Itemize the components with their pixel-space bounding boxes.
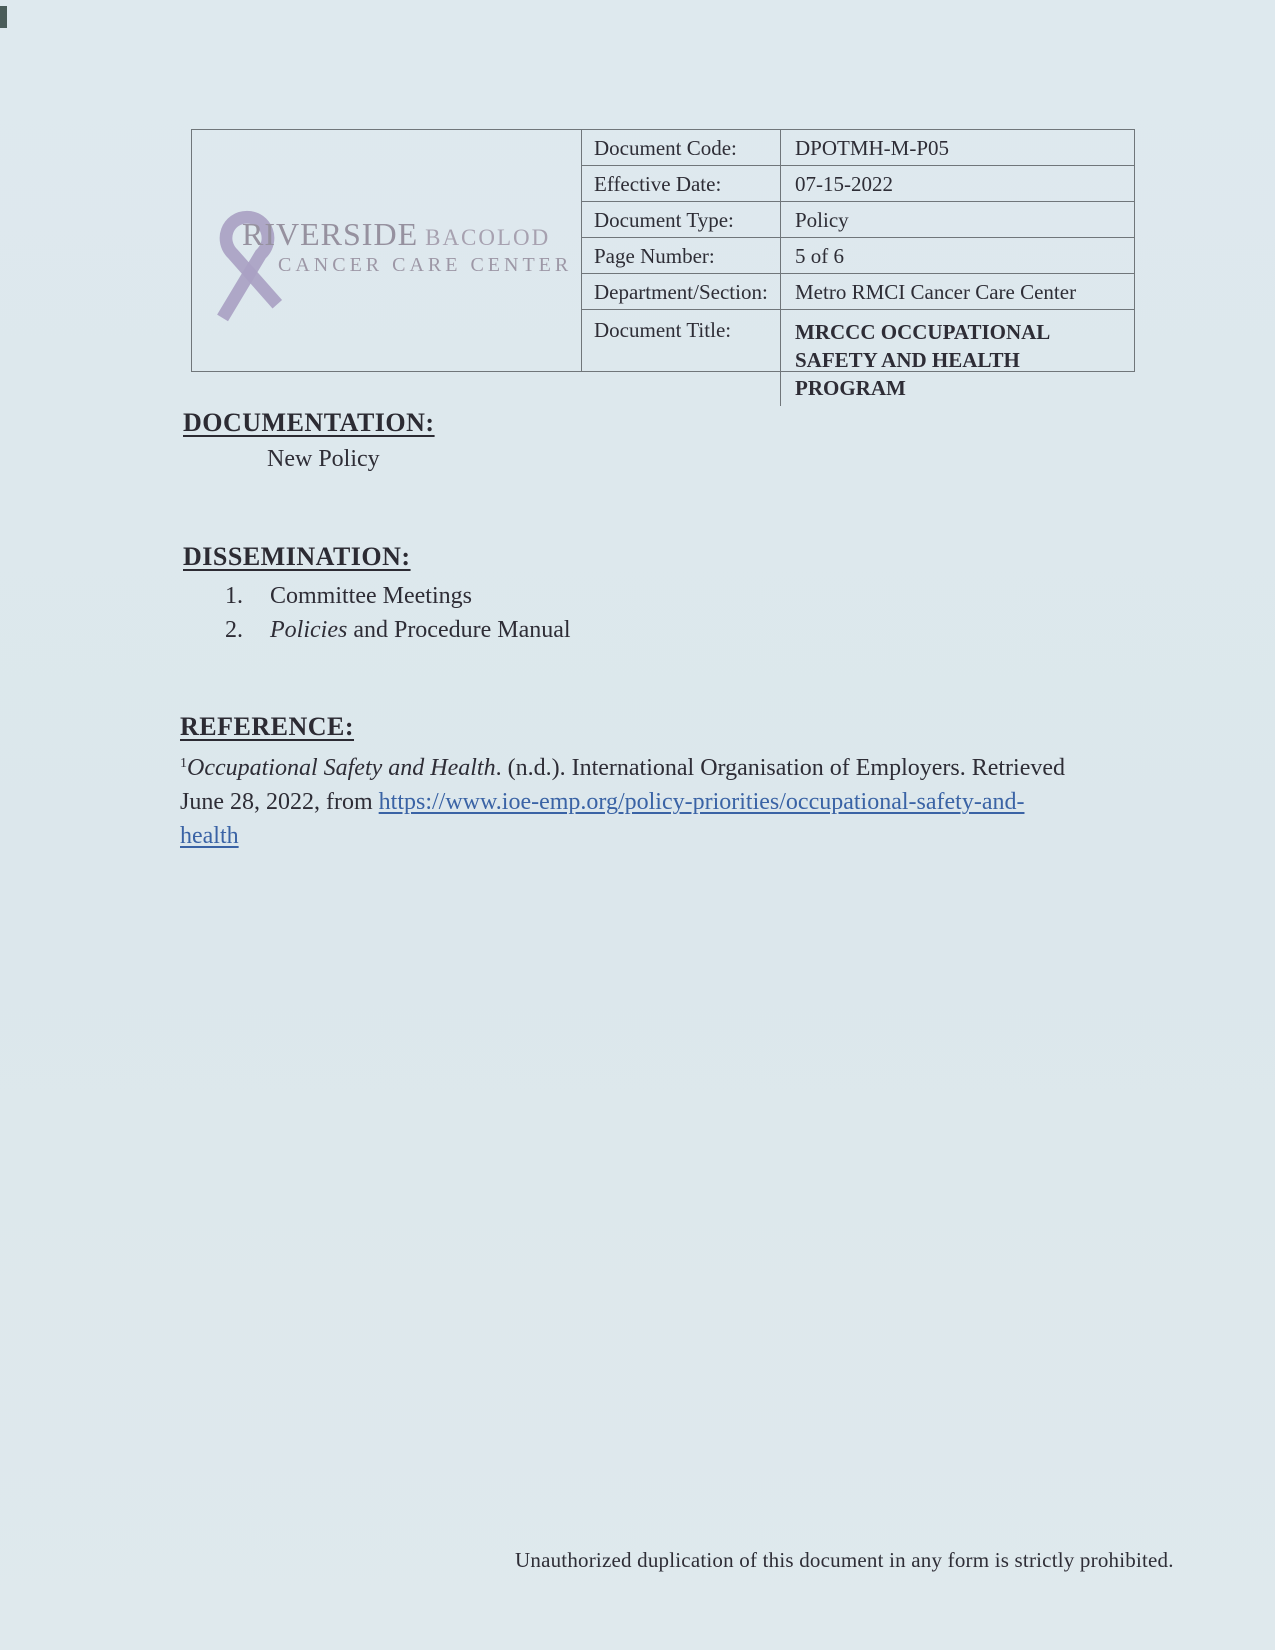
list-item-number: 1. <box>225 583 243 609</box>
list-item-text-italic: Policies <box>270 617 348 643</box>
list-item-text: Committee Meetings <box>270 583 472 609</box>
documentation-heading: DOCUMENTATION: <box>183 408 435 437</box>
table-row <box>582 166 1134 202</box>
section-documentation <box>183 408 435 473</box>
table-row <box>582 274 1134 310</box>
footnote-marker: 1 <box>180 756 187 771</box>
table-row <box>582 202 1134 238</box>
header-row-value: 5 of 6 <box>795 244 844 268</box>
logo-text <box>242 216 572 277</box>
reference-paragraph <box>180 751 1140 853</box>
table-row <box>582 238 1134 274</box>
documentation-body: New Policy <box>267 446 380 472</box>
reference-source-title: Occupational Safety and Health <box>187 755 496 781</box>
list-item-number: 2. <box>225 617 243 643</box>
dissemination-list <box>183 579 571 647</box>
reference-line2-prefix: June 28, 2022, from <box>180 789 379 815</box>
logo-cell <box>192 130 582 371</box>
list-item <box>183 613 571 647</box>
header-row-label: Page Number: <box>582 238 781 273</box>
reference-link-line3: health <box>180 823 239 849</box>
header-row-label: Document Type: <box>582 202 781 237</box>
reference-heading: REFERENCE: <box>180 712 355 741</box>
section-reference <box>180 712 1140 853</box>
dissemination-heading: DISSEMINATION: <box>183 542 411 571</box>
header-row-label: Department/Section: <box>582 274 781 309</box>
header-row-value: MRCCC OCCUPATIONAL SAFETY AND HEALTH PROGRAM <box>795 320 1050 400</box>
logo-secondary-name: BACOLOD <box>425 225 551 250</box>
header-meta-column <box>582 130 1134 400</box>
section-dissemination <box>183 542 571 647</box>
header-row-label: Effective Date: <box>582 166 781 201</box>
header-row-label: Document Code: <box>582 130 781 165</box>
list-item-text-rest: and Procedure Manual <box>347 617 571 643</box>
table-row <box>582 310 1134 406</box>
header-row-value: DPOTMH-M-P05 <box>795 136 950 160</box>
header-row-value: Metro RMCI Cancer Care Center <box>795 280 1077 304</box>
table-row <box>582 130 1134 166</box>
list-item-text <box>270 613 571 647</box>
reference-link-line2: https://www.ioe-emp.org/policy-priorities/occupational-safety-and- <box>378 789 1025 815</box>
document-header-table <box>191 129 1135 400</box>
logo-tagline: CANCER CARE CENTER <box>278 254 573 276</box>
logo-primary-name: RIVERSIDE <box>242 216 419 252</box>
header-row-value: 07-15-2022 <box>795 172 893 196</box>
list-item <box>183 579 571 613</box>
reference-line1-rest: . (n.d.). International Organisation of Employers. Retrieved <box>495 755 1066 781</box>
scan-artifact-mark <box>0 6 7 28</box>
footer-note: Unauthorized duplication of this document in any form is strictly prohibited. <box>515 1548 1174 1572</box>
header-row-value: Policy <box>795 208 849 232</box>
header-row-label: Document Title: <box>582 310 781 406</box>
